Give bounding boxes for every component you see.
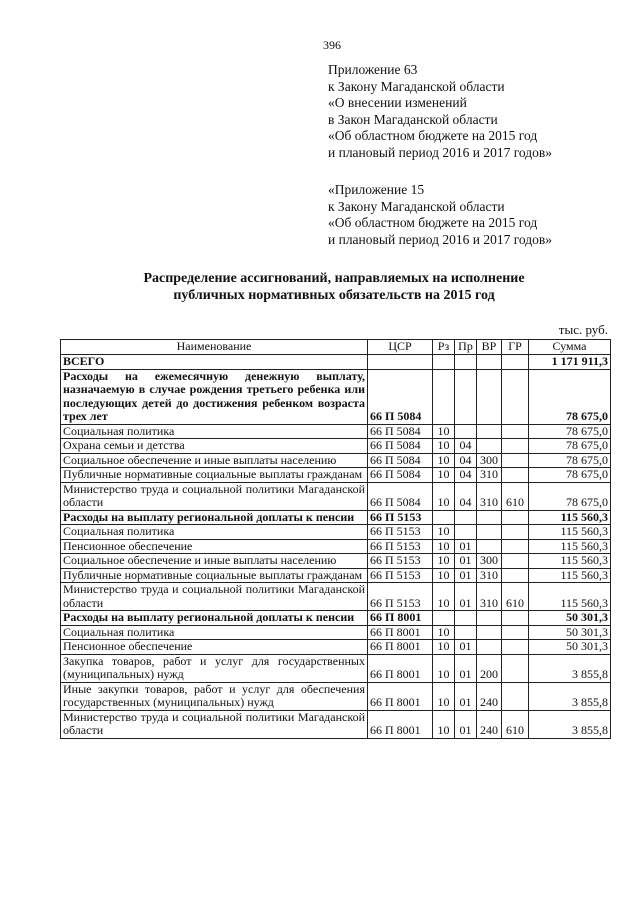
- cell-csr: 66 П 5084: [368, 424, 433, 439]
- annex-line: Приложение 63: [328, 62, 418, 77]
- cell-vr: 240: [477, 682, 502, 710]
- cell-sum: 78 675,0: [529, 482, 611, 510]
- cell-gr: [502, 554, 529, 569]
- cell-vr: 300: [477, 453, 502, 468]
- cell-sum: 115 560,3: [529, 583, 611, 611]
- cell-pr: 04: [455, 468, 477, 483]
- cell-gr: [502, 654, 529, 682]
- cell-gr: [502, 611, 529, 626]
- cell-rz: 10: [433, 468, 455, 483]
- cell-gr: [502, 510, 529, 525]
- table-header-row: [61, 340, 611, 355]
- table-row: [61, 554, 611, 569]
- cell-csr: 66 П 5084: [368, 468, 433, 483]
- cell-vr: [477, 355, 502, 370]
- annex-line: и плановый период 2016 и 2017 годов»: [328, 231, 553, 247]
- cell-name: Пенсионное обеспечение: [61, 539, 368, 554]
- cell-gr: [502, 625, 529, 640]
- cell-rz: 10: [433, 640, 455, 655]
- cell-vr: [477, 611, 502, 626]
- cell-csr: 66 П 5153: [368, 568, 433, 583]
- table-row: [61, 510, 611, 525]
- cell-pr: 01: [455, 682, 477, 710]
- cell-rz: 10: [433, 625, 455, 640]
- table-row: [61, 568, 611, 583]
- cell-name: Социальная политика: [61, 424, 368, 439]
- cell-pr: [455, 424, 477, 439]
- cell-vr: 200: [477, 654, 502, 682]
- cell-rz: 10: [433, 583, 455, 611]
- cell-pr: [455, 510, 477, 525]
- cell-csr: 66 П 5153: [368, 583, 433, 611]
- cell-vr: [477, 625, 502, 640]
- cell-sum: 3 855,8: [529, 710, 611, 738]
- appropriations-table: [60, 339, 611, 739]
- cell-gr: [502, 369, 529, 424]
- cell-gr: [502, 682, 529, 710]
- cell-gr: 610: [502, 710, 529, 738]
- cell-name: Социальное обеспечение и иные выплаты населению: [61, 453, 368, 468]
- cell-pr: [455, 611, 477, 626]
- cell-gr: 610: [502, 583, 529, 611]
- cell-pr: 01: [455, 539, 477, 554]
- cell-rz: 10: [433, 439, 455, 454]
- cell-rz: 10: [433, 710, 455, 738]
- cell-csr: 66 П 8001: [368, 625, 433, 640]
- cell-csr: 66 П 5084: [368, 369, 433, 424]
- cell-csr: 66 П 8001: [368, 654, 433, 682]
- cell-pr: 01: [455, 640, 477, 655]
- table-row: [61, 682, 611, 710]
- cell-gr: [502, 525, 529, 540]
- annex-line: в Закон Магаданской области: [328, 111, 498, 127]
- document-title: [60, 270, 608, 304]
- cell-rz: 10: [433, 539, 455, 554]
- cell-rz: 10: [433, 482, 455, 510]
- cell-csr: 66 П 5153: [368, 510, 433, 525]
- table-row: [61, 654, 611, 682]
- cell-pr: 01: [455, 583, 477, 611]
- column-header-name: Наименование: [61, 340, 368, 355]
- cell-name: Министерство труда и социальной политики Магаданской области: [61, 583, 368, 611]
- cell-pr: [455, 625, 477, 640]
- cell-rz: 10: [433, 525, 455, 540]
- table-row: [61, 710, 611, 738]
- title-line: публичных нормативных обязательств на 2015 год: [173, 288, 495, 303]
- cell-name: Пенсионное обеспечение: [61, 640, 368, 655]
- annex-header-63: [328, 62, 552, 161]
- cell-name: Расходы на ежемесячную денежную выплату, назначаемую в случае рождения третьего ребенка или последующих детей до достижения ребенком возраста трех лет: [61, 369, 368, 424]
- cell-csr: 66 П 5153: [368, 539, 433, 554]
- cell-sum: 115 560,3: [529, 568, 611, 583]
- cell-name: Охрана семьи и детства: [61, 439, 368, 454]
- cell-csr: 66 П 8001: [368, 710, 433, 738]
- cell-pr: 04: [455, 482, 477, 510]
- cell-name: Министерство труда и социальной политики Магаданской области: [61, 482, 368, 510]
- table-row: [61, 369, 611, 424]
- cell-pr: 01: [455, 568, 477, 583]
- cell-csr: 66 П 5153: [368, 554, 433, 569]
- cell-gr: [502, 453, 529, 468]
- cell-gr: [502, 568, 529, 583]
- cell-sum: 78 675,0: [529, 453, 611, 468]
- table-row: [61, 625, 611, 640]
- column-header-pr: Пр: [455, 340, 477, 355]
- units-label: тыс. руб.: [558, 322, 608, 337]
- table-row: [61, 583, 611, 611]
- column-header-gr: ГР: [502, 340, 529, 355]
- cell-pr: 01: [455, 554, 477, 569]
- cell-vr: [477, 510, 502, 525]
- table-row: [61, 525, 611, 540]
- table-row: [61, 424, 611, 439]
- cell-vr: 310: [477, 568, 502, 583]
- cell-rz: [433, 510, 455, 525]
- cell-sum: 78 675,0: [529, 468, 611, 483]
- column-header-csr: ЦСР: [368, 340, 433, 355]
- cell-name: Публичные нормативные социальные выплаты гражданам: [61, 568, 368, 583]
- column-header-rz: Рз: [433, 340, 455, 355]
- table-body: [61, 355, 611, 739]
- cell-vr: 310: [477, 482, 502, 510]
- annex-line: к Закону Магаданской области: [328, 78, 505, 94]
- cell-csr: 66 П 5153: [368, 525, 433, 540]
- annex-line: «Об областном бюджете на 2015 год: [328, 215, 538, 230]
- cell-csr: [368, 355, 433, 370]
- cell-pr: 01: [455, 710, 477, 738]
- cell-name: ВСЕГО: [61, 355, 368, 370]
- cell-sum: 50 301,3: [529, 640, 611, 655]
- cell-name: Министерство труда и социальной политики Магаданской области: [61, 710, 368, 738]
- cell-rz: 10: [433, 682, 455, 710]
- cell-sum: 78 675,0: [529, 424, 611, 439]
- page-number: 396: [323, 38, 341, 52]
- cell-pr: [455, 525, 477, 540]
- annex-line: «Приложение 15: [328, 182, 425, 197]
- cell-gr: [502, 355, 529, 370]
- cell-csr: 66 П 5084: [368, 439, 433, 454]
- cell-name: Социальная политика: [61, 625, 368, 640]
- cell-pr: [455, 355, 477, 370]
- table-row: [61, 439, 611, 454]
- table-row: [61, 468, 611, 483]
- cell-name: Социальная политика: [61, 525, 368, 540]
- cell-vr: [477, 424, 502, 439]
- cell-vr: 300: [477, 554, 502, 569]
- cell-csr: 66 П 5084: [368, 453, 433, 468]
- annex-line: к Закону Магаданской области: [328, 198, 505, 214]
- cell-name: Социальное обеспечение и иные выплаты населению: [61, 554, 368, 569]
- cell-gr: [502, 468, 529, 483]
- cell-sum: 50 301,3: [529, 611, 611, 626]
- cell-vr: 240: [477, 710, 502, 738]
- cell-rz: [433, 355, 455, 370]
- cell-gr: 610: [502, 482, 529, 510]
- cell-rz: [433, 369, 455, 424]
- cell-name: Публичные нормативные социальные выплаты гражданам: [61, 468, 368, 483]
- cell-rz: 10: [433, 568, 455, 583]
- cell-sum: 115 560,3: [529, 554, 611, 569]
- annex-header-15: [328, 182, 552, 248]
- cell-sum: 50 301,3: [529, 625, 611, 640]
- cell-gr: [502, 539, 529, 554]
- cell-name: Закупка товаров, работ и услуг для государственных (муниципальных) нужд: [61, 654, 368, 682]
- cell-vr: 310: [477, 583, 502, 611]
- table-row: [61, 640, 611, 655]
- cell-vr: [477, 439, 502, 454]
- cell-pr: 04: [455, 453, 477, 468]
- cell-sum: 115 560,3: [529, 510, 611, 525]
- annex-line: и плановый период 2016 и 2017 годов»: [328, 144, 553, 160]
- table-row: [61, 453, 611, 468]
- column-header-sum: Сумма: [529, 340, 611, 355]
- cell-gr: [502, 424, 529, 439]
- cell-rz: 10: [433, 424, 455, 439]
- cell-name: Расходы на выплату региональной доплаты к пенсии: [61, 510, 368, 525]
- cell-sum: 1 171 911,3: [529, 355, 611, 370]
- cell-sum: 115 560,3: [529, 539, 611, 554]
- column-header-vr: ВР: [477, 340, 502, 355]
- cell-rz: 10: [433, 654, 455, 682]
- cell-rz: 10: [433, 453, 455, 468]
- cell-rz: [433, 611, 455, 626]
- cell-sum: 115 560,3: [529, 525, 611, 540]
- cell-sum: 78 675,0: [529, 369, 611, 424]
- cell-csr: 66 П 8001: [368, 611, 433, 626]
- table-row: [61, 611, 611, 626]
- cell-sum: 78 675,0: [529, 439, 611, 454]
- cell-csr: 66 П 8001: [368, 682, 433, 710]
- cell-name: Расходы на выплату региональной доплаты к пенсии: [61, 611, 368, 626]
- cell-pr: 04: [455, 439, 477, 454]
- annex-line: «Об областном бюджете на 2015 год: [328, 128, 538, 143]
- cell-gr: [502, 640, 529, 655]
- table-row-total: [61, 355, 611, 370]
- cell-csr: 66 П 5084: [368, 482, 433, 510]
- table-row: [61, 539, 611, 554]
- table-row: [61, 482, 611, 510]
- cell-rz: 10: [433, 554, 455, 569]
- cell-pr: 01: [455, 654, 477, 682]
- cell-pr: [455, 369, 477, 424]
- cell-sum: 3 855,8: [529, 682, 611, 710]
- cell-vr: [477, 640, 502, 655]
- cell-name: Иные закупки товаров, работ и услуг для обеспечения государственных (муниципальных) нужд: [61, 682, 368, 710]
- cell-gr: [502, 439, 529, 454]
- annex-line: «О внесении изменений: [328, 95, 467, 110]
- cell-csr: 66 П 8001: [368, 640, 433, 655]
- cell-vr: 310: [477, 468, 502, 483]
- cell-sum: 3 855,8: [529, 654, 611, 682]
- cell-vr: [477, 539, 502, 554]
- cell-vr: [477, 369, 502, 424]
- cell-vr: [477, 525, 502, 540]
- title-line: Распределение ассигнований, направляемых на исполнение: [143, 271, 525, 286]
